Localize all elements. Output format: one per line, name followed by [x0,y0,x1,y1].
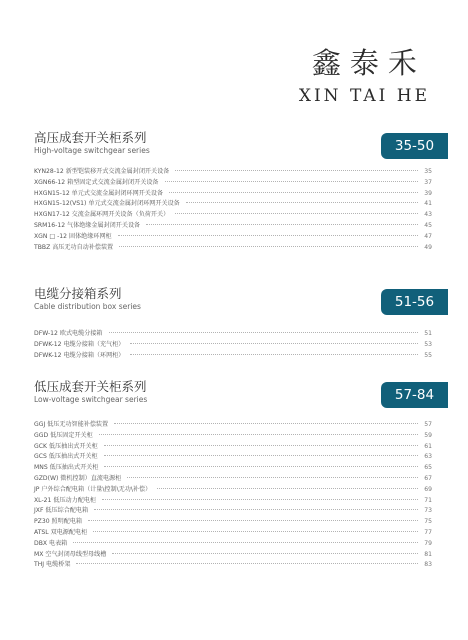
toc-entry-page-number: 61 [424,442,432,450]
section-subtitle: Low-voltage switchgear series [34,395,148,404]
toc-entry-page-number: 63 [424,453,432,461]
dot-leader [88,520,418,521]
dot-leader [94,509,418,510]
toc-entry-label: GCS 低压抽出式开关柜 [34,453,98,461]
toc-entry-label: PZ30 照明配电箱 [34,518,83,526]
brand-logo [299,46,430,106]
section-header [34,286,435,320]
toc-entry[interactable] [34,420,432,431]
section-title: 高压成套开关柜系列 [34,130,147,145]
dot-leader [114,423,418,424]
toc-list [34,420,432,571]
toc-entry-page-number: 47 [424,232,432,240]
dot-leader [112,553,418,554]
toc-entry-label: DFWK-12 电缆分接箱（环网柜） [34,351,125,359]
dot-leader [93,531,418,532]
dot-leader [119,246,418,247]
toc-entry-label: XL-21 低压动力配电柜 [34,496,97,504]
dot-leader [118,235,419,236]
section-cable-distribution [34,286,435,361]
toc-entry[interactable] [34,463,432,474]
toc-entry[interactable] [34,351,432,362]
dot-leader [157,488,418,489]
brand-name-en: XIN TAI HE [298,86,430,106]
toc-entry[interactable] [34,178,432,189]
toc-entry-page-number: 35 [424,168,432,175]
section-high-voltage [34,130,435,253]
section-low-voltage [34,379,435,571]
brand-name-cn: 鑫泰禾 [311,46,426,80]
toc-entry-label: SRM16-12 气体绝缘金属封闭开关设备 [34,221,141,229]
dot-leader [146,224,418,225]
toc-entry-page-number: 65 [424,464,432,472]
toc-entry[interactable] [34,474,432,485]
toc-entry-label: HXGN15-12(VS1) 单元式交流金属封闭环网开关设备 [34,200,180,208]
toc-entry-page-number: 81 [424,550,432,558]
toc-entry-label: DFWK-12 电缆分接箱（充气柜） [34,340,125,348]
toc-entry-page-number: 39 [424,189,432,197]
toc-entry-page-number: 71 [424,496,432,504]
toc-entry-label: XGN □ -12 固体绝缘环网柜 [34,232,112,240]
toc-entry-page-number: 43 [424,211,432,219]
dot-leader [99,434,419,435]
toc-entry-label: JXF 低压综合配电箱 [34,507,89,515]
toc-entry-page-number: 57 [424,421,432,428]
dot-leader [169,192,418,193]
dot-leader [73,542,418,543]
toc-entry[interactable] [34,431,432,442]
dot-leader [130,343,418,344]
toc-entry-page-number: 45 [424,221,432,229]
toc-entry[interactable] [34,329,432,340]
dot-leader [76,563,418,564]
toc-entry[interactable] [34,340,432,351]
toc-entry[interactable] [34,442,432,453]
toc-entry-label: XGN66-12 箱型固定式交流金属封闭开关设备 [34,178,159,186]
toc-entry[interactable] [34,199,432,210]
toc-entry-page-number: 53 [424,340,432,348]
toc-entry-page-number: 59 [424,431,432,439]
toc-entry-page-number: 51 [424,330,432,337]
section-subtitle: Cable distribution box series [34,302,141,311]
toc-entry-page-number: 77 [424,528,432,536]
toc-entry-label: GGJ 低压无功智能补偿装置 [34,421,109,428]
toc-entry-label: HXGN17-12 交流金属环网开关设备（负荷开关） [34,211,170,219]
section-header [34,379,435,413]
dot-leader [104,455,419,456]
toc-entry-label: KYN28-12 新型铠装移开式交流金属封闭开关设备 [34,168,170,175]
toc-entry-label: DBX 电表箱 [34,539,68,547]
toc-entry-page-number: 73 [424,507,432,515]
toc-entry[interactable] [34,550,432,561]
toc-entry-label: TBBZ 高压无功自动补偿装置 [34,243,114,251]
toc-entry[interactable] [34,517,432,528]
toc-entry-label: GCK 低压抽出式开关柜 [34,442,98,450]
dot-leader [165,181,419,182]
section-subtitle: High-voltage switchgear series [34,146,150,155]
toc-entry-page-number: 55 [424,351,432,359]
dot-leader [130,354,418,355]
toc-entry[interactable] [34,560,432,571]
toc-entry[interactable] [34,243,432,254]
toc-entry[interactable] [34,452,432,463]
toc-entry-page-number: 79 [424,539,432,547]
toc-list [34,329,432,361]
toc-entry-label: DFW-12 欧式电缆分接箱 [34,330,103,337]
toc-entry[interactable] [34,232,432,243]
dot-leader [127,477,418,478]
page-range-badge: 51-56 [381,289,448,315]
toc-entry-label: MX 空气封闭母线型母线槽 [34,550,107,558]
toc-entry[interactable] [34,485,432,496]
toc-entry-page-number: 69 [424,485,432,493]
section-title: 电缆分接箱系列 [34,286,122,301]
toc-entry[interactable] [34,167,432,178]
toc-entry-label: ATSL 双电源配电柜 [34,528,88,536]
page-range-badge: 35-50 [381,133,448,159]
toc-entry[interactable] [34,221,432,232]
dot-leader [109,332,419,333]
page-range-badge: 57-84 [381,382,448,408]
toc-entry-page-number: 41 [424,200,432,208]
toc-entry-label: JP 户外综合配电箱（计量\控制\无功\补偿） [34,485,152,493]
toc-entry-page-number: 83 [424,561,432,569]
toc-entry[interactable] [34,539,432,550]
dot-leader [104,445,419,446]
dot-leader [186,202,418,203]
toc-entry-page-number: 67 [424,474,432,482]
toc-entry[interactable] [34,189,432,200]
toc-entry-label: GGD 低压固定开关柜 [34,431,93,439]
toc-entry-page-number: 75 [424,518,432,526]
toc-entry-label: GZD(W) 微机控制）直流电源柜 [34,474,122,482]
toc-entry[interactable] [34,528,432,539]
dot-leader [104,466,418,467]
toc-entry-label: HXGN15-12 单元式交流金属封闭环网开关设备 [34,189,164,197]
toc-list [34,167,432,253]
toc-entry[interactable] [34,506,432,517]
toc-entry-label: MNS 低压抽出式开关柜 [34,464,99,472]
dot-leader [175,213,418,214]
section-header [34,130,435,164]
section-title: 低压成套开关柜系列 [34,379,147,394]
toc-entry-page-number: 37 [424,178,432,186]
toc-entry[interactable] [34,496,432,507]
toc-entry-page-number: 49 [424,243,432,251]
dot-leader [175,170,418,171]
toc-entry[interactable] [34,210,432,221]
dot-leader [102,499,418,500]
toc-entry-label: THJ 电缆桥架 [34,561,71,569]
